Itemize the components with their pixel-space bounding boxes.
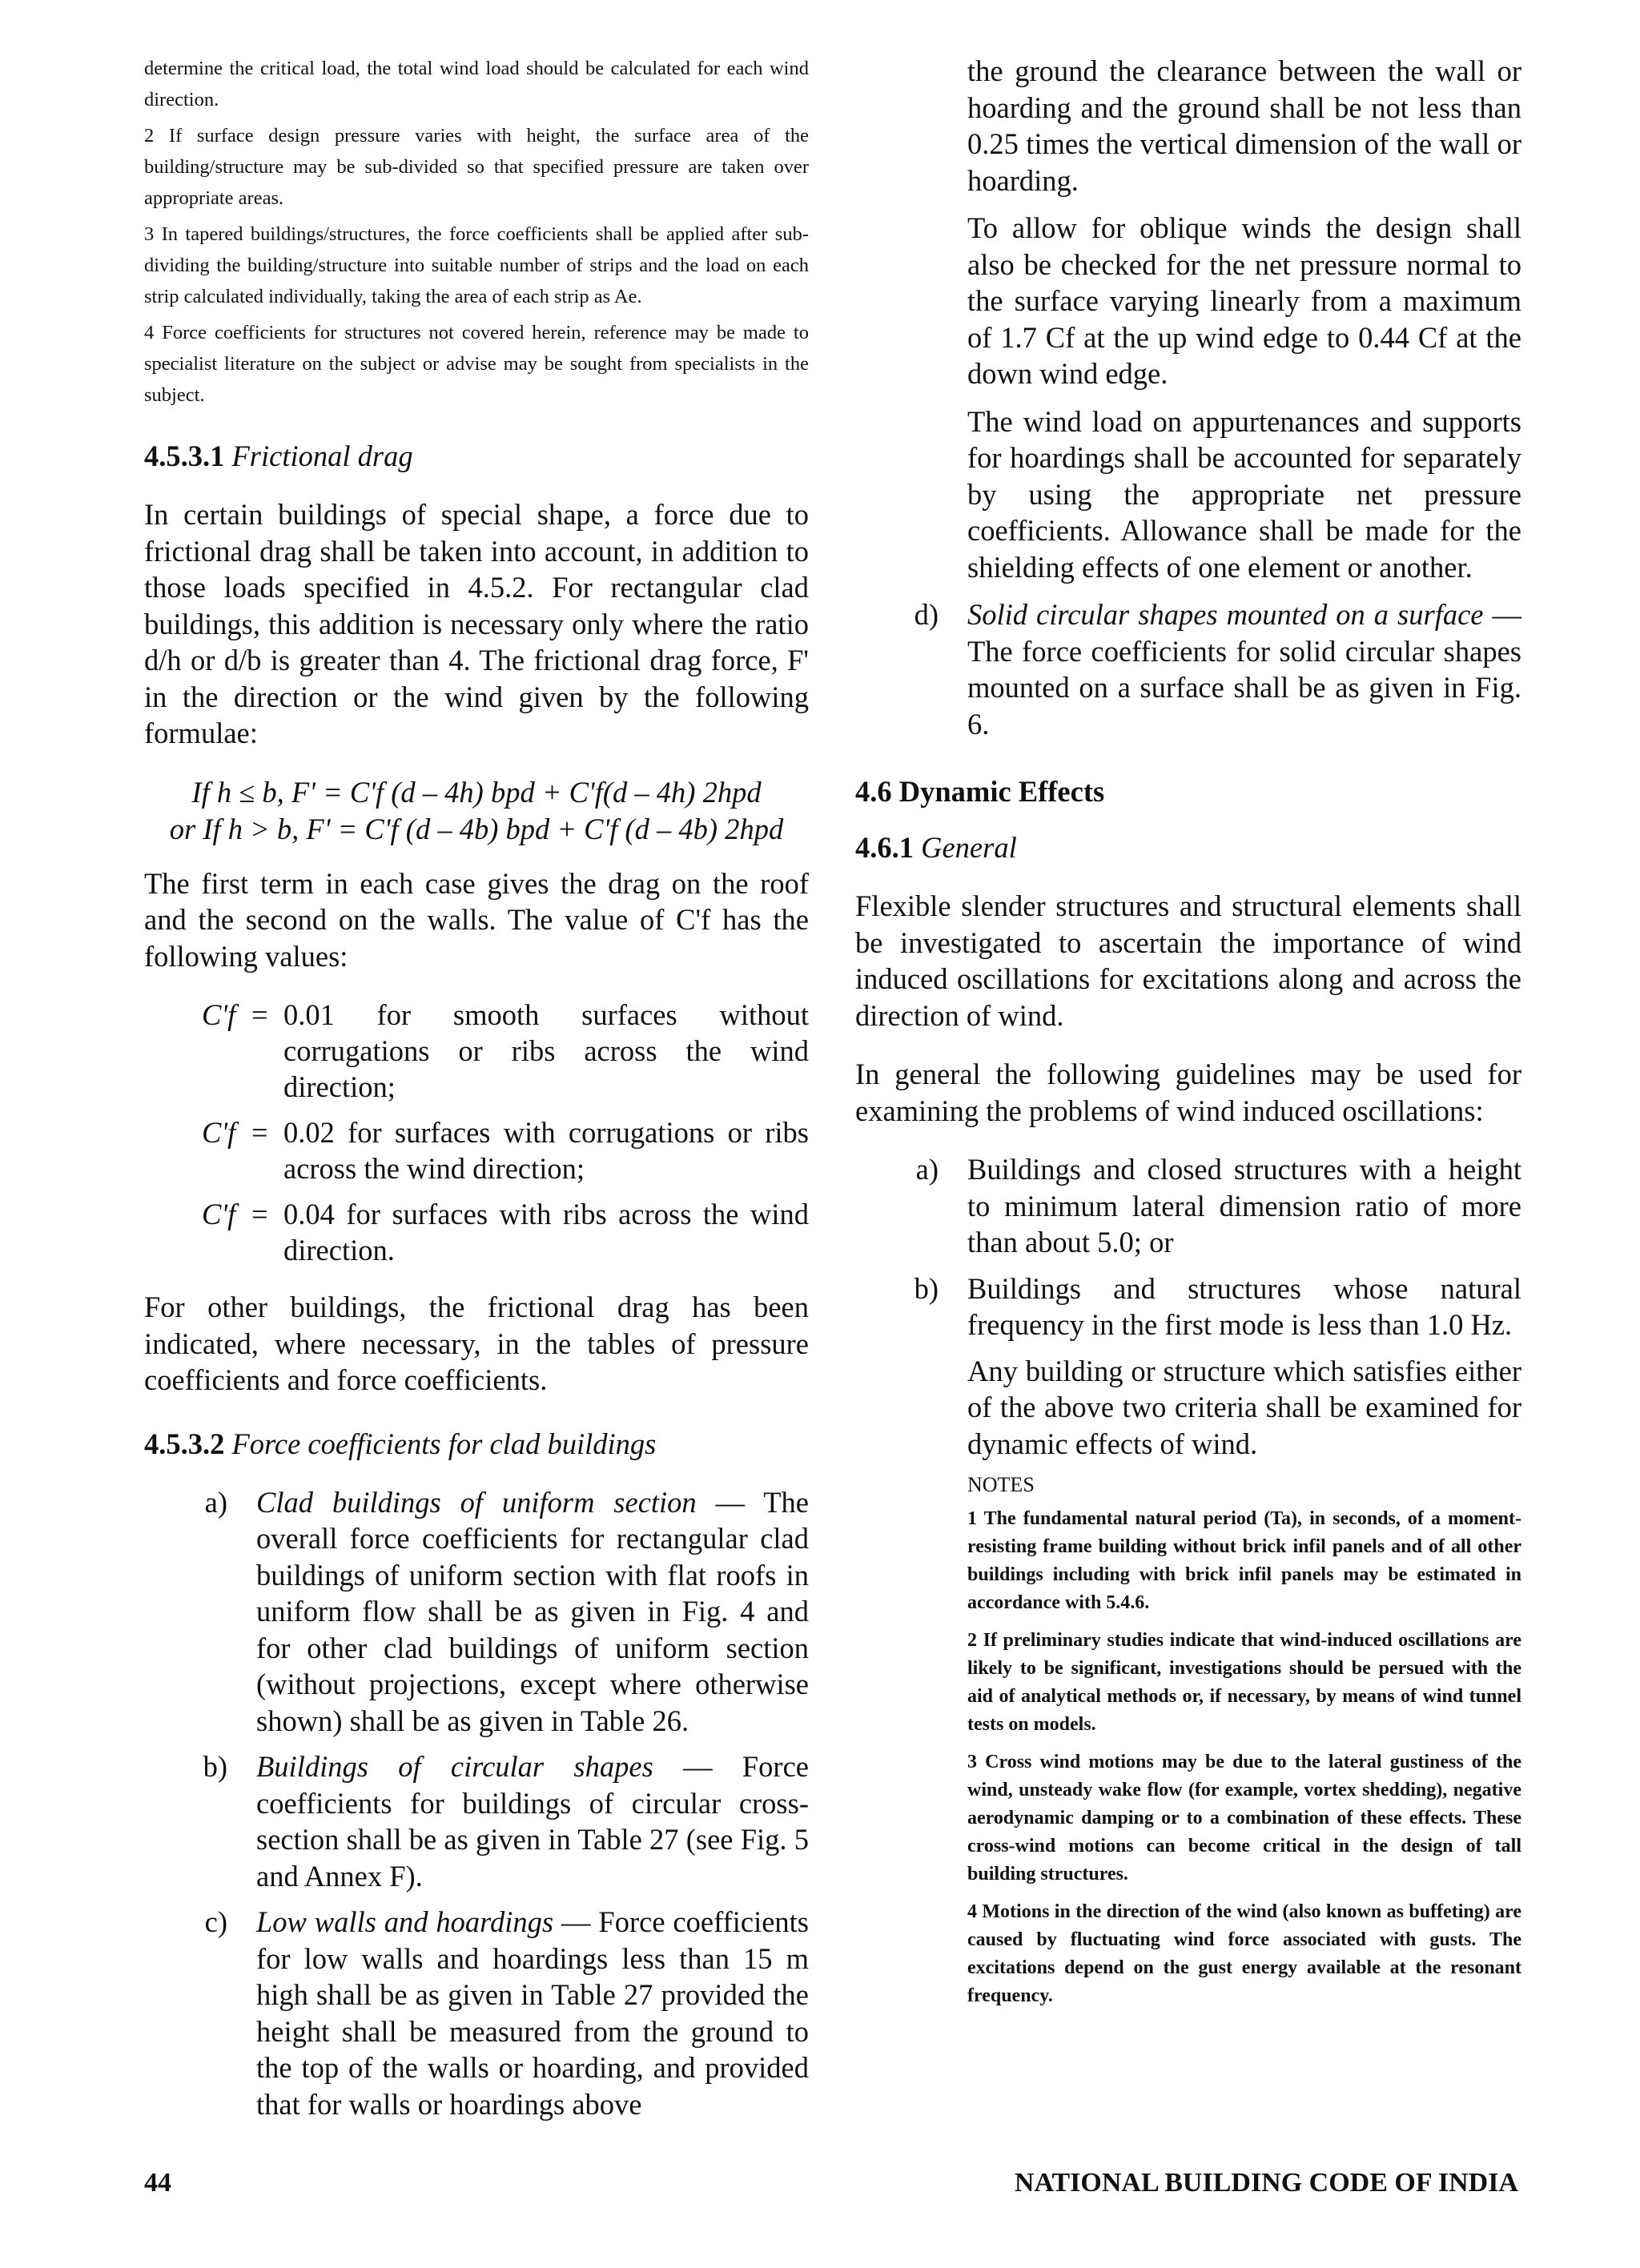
section-number: 4.6.1	[855, 831, 914, 864]
hoarding-continuation: the ground the clearance between the wall or hoarding and the ground shall be not less than 0.25 times the vertical dimension of the wall or hoarding.	[967, 54, 1521, 197]
formula-h-greater-b: or If h > b, F' = C'f (d – 4b) bpd + C'f (d – 4b) 2hpd	[169, 812, 784, 845]
criteria-paragraph: Any building or structure which satisfies either of the above two criteria shall be examined for dynamic effects of wind.	[967, 1354, 1521, 1460]
list-item-c	[144, 1904, 809, 2122]
heading-4-5-3-2	[144, 1426, 809, 1462]
cf-symbol: C'f	[202, 998, 236, 1031]
list-item-text: — The overall force coefficients for rectangular clad buildings of uniform section with flat roofs in uniform flow shall be as given in Fig. 4 and for other clad buildings of uniform section (without projections, except where otherwise shown) shall be as given in Table 26.	[256, 1485, 809, 1737]
list-body	[967, 596, 1521, 742]
formula-h-less-b: If h ≤ b, F' = C'f (d – 4h) bpd + C'f(d – 4h) 2hpd	[191, 775, 762, 809]
guideline-b	[855, 1270, 1521, 1343]
list-item-b	[144, 1748, 809, 1894]
list-body	[256, 1904, 809, 2122]
cf-description: 0.04 for surfaces with ribs across the wind direction.	[283, 1198, 809, 1266]
list-item-text: — Force coefficients for buildings of circular cross-section shall be as given in Table 27 (see Fig. 5 and Annex F).	[256, 1750, 809, 1893]
section-title: Frictional drag	[231, 440, 413, 472]
appurtenances-paragraph: The wind load on appurtenances and supports for hoardings shall be accounted for separately by using the appropriate net pressure coefficients. Allowance shall be made for the shielding effects of one element or another.	[967, 404, 1521, 584]
list-body	[256, 1484, 809, 1740]
heading-4-6-1	[855, 829, 1521, 865]
heading-4-6: 4.6 Dynamic Effects	[855, 775, 1105, 808]
cf-symbol: C'f	[202, 1198, 236, 1230]
cf-equals: =	[251, 1198, 268, 1230]
notes-title: NOTES	[967, 1473, 1035, 1496]
note-3: 3 In tapered buildings/structures, the force coefficients shall be applied after sub-dividing the building/structure into suitable number of strips and the load on each strip calculated individually, taking the area of each strip as Ae.	[144, 223, 809, 307]
list-item-title: Clad buildings of uniform section	[256, 1485, 697, 1519]
list-item-title: Low walls and hoardings	[256, 1905, 554, 1938]
section-title: Force coefficients for clad buildings	[231, 1427, 657, 1460]
note-1: 1 The fundamental natural period (Ta), in seconds, of a moment-resisting frame building without brick infil panels and of all other buildings including with brick infil panels may be estimated in accordance with 5.4.6.	[967, 1508, 1521, 1613]
section-number: 4.5.3.1	[144, 440, 225, 472]
publication-title: NATIONAL BUILDING CODE OF INDIA	[1014, 2168, 1518, 2198]
section-title: General	[921, 831, 1017, 864]
formula-block	[144, 774, 809, 848]
cf-description: 0.02 for surfaces with corrugations or ribs across the wind direction;	[283, 1116, 809, 1185]
list-item-title: Buildings of circular shapes	[256, 1750, 653, 1783]
guidelines-intro-paragraph: In general the following guidelines may be used for examining the problems of wind induced oscillations:	[855, 1058, 1521, 1127]
cf-equals: =	[251, 998, 268, 1031]
other-buildings-paragraph: For other buildings, the frictional drag has been indicated, where necessary, in the tables of pressure coefficients and force coefficients.	[144, 1291, 809, 1396]
note-4: 4 Force coefficients for structures not covered herein, reference may be made to specialist literature on the subject or advise may be sought from specialists in the subject.	[144, 322, 809, 406]
guideline-a	[855, 1151, 1521, 1261]
frictional-drag-paragraph: In certain buildings of special shape, a force due to frictional drag shall be taken into account, in addition to those loads specified in 4.5.2. For rectangular clad buildings, this addition is necessary only where the ratio d/h or d/b is greater than 4. The frictional drag force, F' in the direction or the wind given by the following formulae:	[144, 498, 809, 749]
list-label: b)	[203, 1750, 227, 1783]
cf-equals: =	[251, 1116, 268, 1149]
cf-value-row	[202, 1196, 809, 1268]
note-4: 4 Motions in the direction of the wind (also known as buffeting) are caused by fluctuating wind force associated with gusts. The excitations depend on the gust energy available at the resonant frequency.	[967, 1901, 1521, 2006]
note-2: 2 If preliminary studies indicate that wind-induced oscillations are likely to be significant, investigations should be persued with the aid of analytical methods or, if necessary, by means of wind tunnel tests on models.	[967, 1630, 1521, 1735]
flexible-structures-paragraph: Flexible slender structures and structural elements shall be investigated to ascertain the importance of wind induced oscillations for excitations along and across the direction of wind.	[855, 889, 1521, 1032]
cf-value-row	[202, 997, 809, 1105]
list-body: Buildings and structures whose natural frequency in the first mode is less than 1.0 Hz.	[967, 1271, 1521, 1341]
list-body: Buildings and closed structures with a height to minimum lateral dimension ratio of more than about 5.0; or	[967, 1153, 1521, 1258]
list-label: a)	[915, 1153, 939, 1186]
oblique-winds-paragraph: To allow for oblique winds the design shall also be checked for the net pressure normal to the surface varying linearly from a maximum of 1.7 Cf at the up wind edge to 0.44 Cf at the down wind edge.	[967, 211, 1521, 390]
list-label: a)	[204, 1485, 227, 1519]
list-label: c)	[204, 1905, 227, 1938]
cf-description: 0.01 for smooth surfaces without corrugations or ribs across the wind direction;	[283, 998, 809, 1103]
list-item-a	[144, 1484, 809, 1740]
list-item-title: Solid circular shapes mounted on a surface	[967, 598, 1484, 631]
list-item-text: — Force coefficients for low walls and hoardings less than 15 m high shall be as given in Table 27 provided the height shall be measured from the ground to the top of the walls or hoarding, and provided that for walls or hoardings above	[256, 1905, 810, 2121]
note-3: 3 Cross wind motions may be due to the lateral gustiness of the wind, unsteady wake flow (for example, vortex shedding), negative aerodynamic damping or to a combination of these effects. These cross-wind motions can become critical in the design of tall building structures.	[967, 1752, 1521, 1885]
list-item-d	[855, 596, 1521, 742]
list-label: b)	[914, 1271, 939, 1305]
list-body	[256, 1748, 809, 1894]
list-label: d)	[914, 598, 939, 631]
left-column	[144, 53, 809, 2132]
heading-4-5-3-1	[144, 438, 809, 474]
list-item-text: — The force coefficients for solid circular shapes mounted on a surface shall be as given in Fig. 6.	[967, 598, 1522, 741]
note-continuation: determine the critical load, the total wind load should be calculated for each wind direction.	[144, 58, 809, 110]
cf-symbol: C'f	[202, 1116, 236, 1149]
right-column	[855, 53, 1521, 2020]
section-number: 4.5.3.2	[144, 1427, 225, 1460]
cf-value-row	[202, 1114, 809, 1186]
first-term-paragraph: The first term in each case gives the drag on the roof and the second on the walls. The value of C'f has the following values:	[144, 866, 809, 973]
page-number: 44	[144, 2168, 171, 2198]
note-2: 2 If surface design pressure varies with height, the surface area of the building/structure may be sub-divided so that specified pressure are taken over appropriate areas.	[144, 125, 809, 209]
